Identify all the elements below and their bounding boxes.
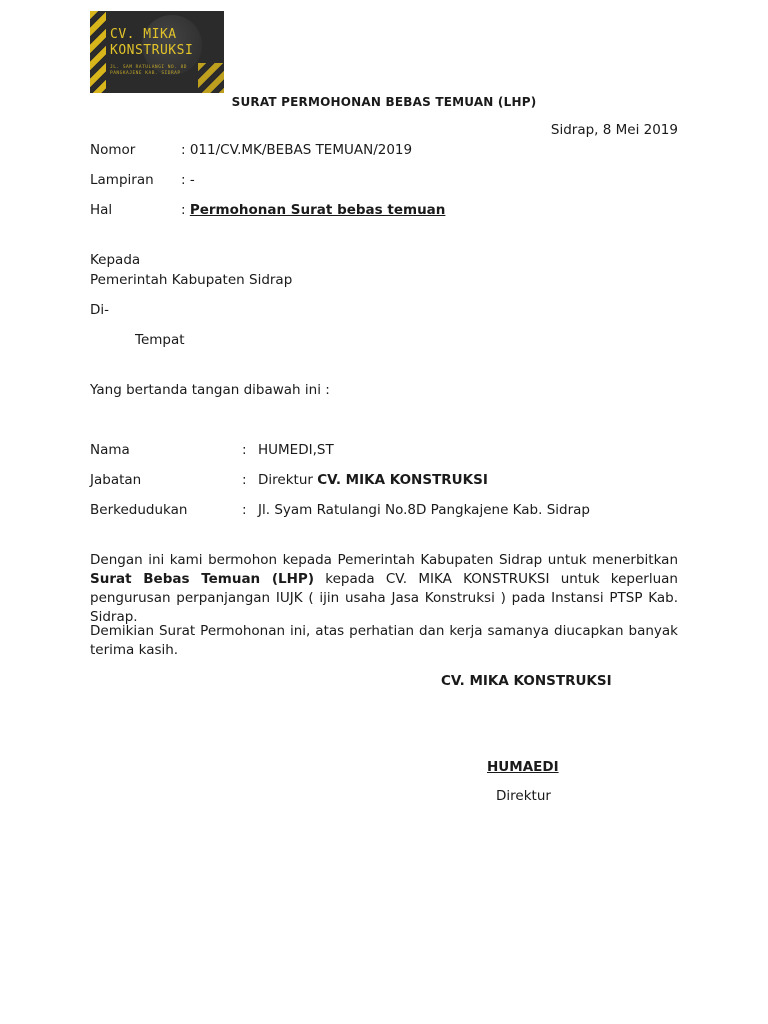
meta-label-nomor: Nomor bbox=[90, 142, 136, 158]
meta-hal-subject: Permohonan Surat bebas temuan bbox=[189, 202, 446, 218]
jabatan-company: CV. MIKA KONSTRUKSI bbox=[317, 472, 488, 488]
jabatan-prefix: Direktur bbox=[258, 472, 318, 488]
recipient-name: Pemerintah Kabupaten Sidrap bbox=[90, 272, 293, 288]
letter-date: Sidrap, 8 Mei 2019 bbox=[550, 122, 678, 138]
body1-part2: kepada CV. MIKA KONSTRUKSI untuk keperluan pengurusan perpanjangan IUJK ( ijin usaha Jasa Konstruksi ) pada Instansi PTSP Kab. Sidrap. bbox=[90, 571, 678, 625]
identity-colon-berkedudukan: : bbox=[242, 502, 247, 518]
meta-value-nomor: : 011/CV.MK/BEBAS TEMUAN/2019 bbox=[181, 142, 413, 158]
meta-label-lampiran: Lampiran bbox=[90, 172, 154, 188]
identity-colon-nama: : bbox=[242, 442, 247, 458]
recipient-kepada: Kepada bbox=[90, 252, 141, 268]
signature-name: HUMAEDI bbox=[487, 759, 559, 775]
intro-text: Yang bertanda tangan dibawah ini : bbox=[90, 382, 330, 398]
company-logo bbox=[90, 11, 224, 93]
signature-title: Direktur bbox=[496, 788, 551, 804]
hazard-stripes-left bbox=[90, 11, 106, 93]
body1-bold: Surat Bebas Temuan (LHP) bbox=[90, 571, 314, 587]
meta-hal-prefix: : bbox=[181, 202, 190, 218]
signature-company: CV. MIKA KONSTRUKSI bbox=[441, 673, 612, 689]
identity-label-jabatan: Jabatan bbox=[90, 472, 142, 488]
body-paragraph-1 bbox=[90, 551, 678, 627]
body-paragraph-2: Demikian Surat Permohonan ini, atas perhatian dan kerja samanya diucapkan banyak terima kasih. bbox=[90, 623, 678, 658]
identity-value-jabatan bbox=[258, 471, 488, 489]
identity-value-berkedudukan: Jl. Syam Ratulangi No.8D Pangkajene Kab. Sidrap bbox=[258, 502, 590, 518]
identity-value-nama: HUMEDI,ST bbox=[258, 442, 334, 458]
body1-part1: Dengan ini kami bermohon kepada Pemerintah Kabupaten Sidrap untuk menerbitkan bbox=[90, 552, 678, 568]
hazard-stripes-right bbox=[198, 63, 224, 93]
meta-label-hal: Hal bbox=[90, 202, 113, 218]
logo-company-name: CV. MIKA KONSTRUKSI bbox=[110, 27, 194, 58]
identity-label-berkedudukan: Berkedudukan bbox=[90, 502, 188, 518]
recipient-di: Di- bbox=[90, 302, 110, 318]
recipient-tempat: Tempat bbox=[135, 332, 185, 348]
meta-value-hal bbox=[181, 201, 445, 219]
meta-value-lampiran: : - bbox=[181, 172, 195, 188]
identity-colon-jabatan: : bbox=[242, 472, 247, 488]
letter-title: SURAT PERMOHONAN BEBAS TEMUAN (LHP) bbox=[231, 95, 537, 109]
logo-address: JL. SAM RATULANGI NO. 8D PANGKAJENE KAB. SIDRAP bbox=[110, 65, 188, 76]
identity-label-nama: Nama bbox=[90, 442, 130, 458]
